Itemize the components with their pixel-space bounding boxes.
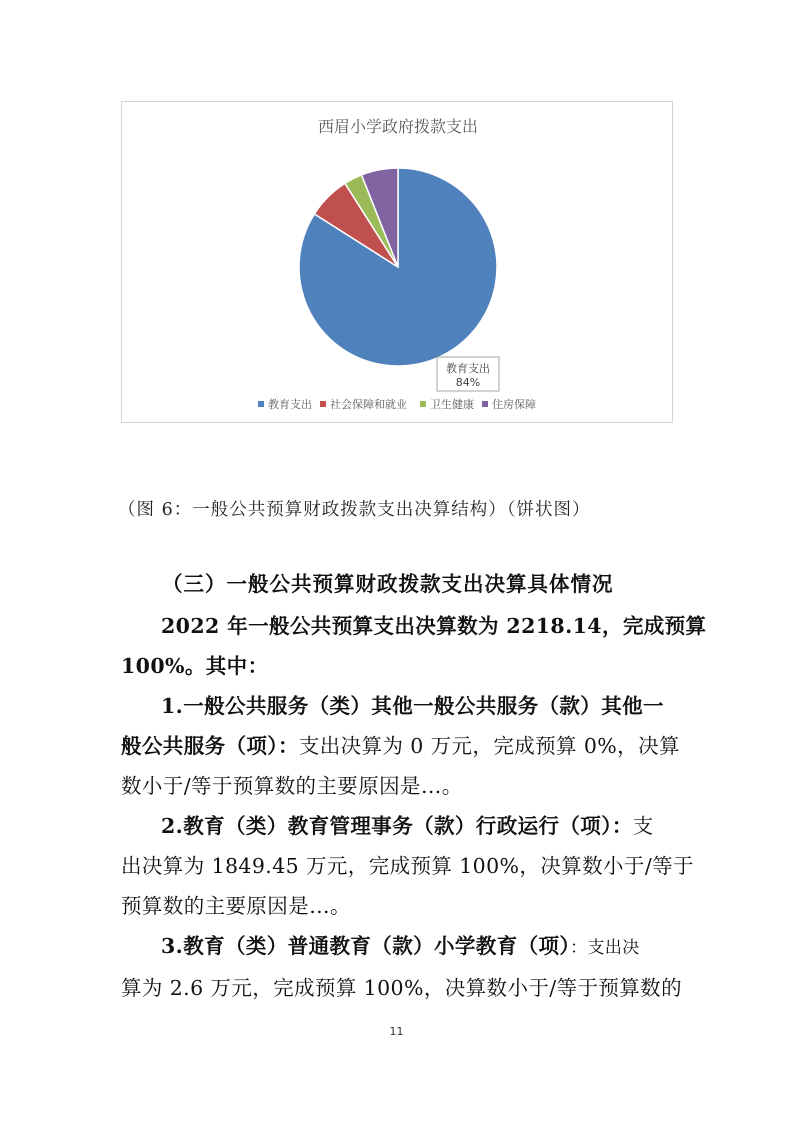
data-label-value: 84% <box>455 376 481 389</box>
legend-swatch-4 <box>482 401 488 407</box>
legend-label-4: 住房保障 <box>492 398 536 411</box>
legend-swatch-3 <box>420 401 426 407</box>
item-3-paragraph <box>121 926 682 1008</box>
pie-chart <box>121 101 673 423</box>
item-2-text-line-1: 支 <box>632 814 654 838</box>
legend-swatch-2 <box>320 401 326 407</box>
item-3-title: 3.教育（类）普通教育（款）小学教育（项） <box>161 934 571 958</box>
legend-label-1: 教育支出 <box>268 398 312 411</box>
item-3-text-line-2: 算为 2.6 万元，完成预算 100%，决算数小于/等于预算数的 <box>121 976 682 1000</box>
pie-chart-canvas <box>122 102 674 424</box>
item-1-title-line-1: 1.一般公共服务（类）其他一般公共服务（款）其他一 <box>161 694 664 718</box>
item-2-title: 2.教育（类）教育管理事务（款）行政运行（项）： <box>161 814 633 838</box>
page-number: 11 <box>389 1025 404 1038</box>
section-heading: （三）一般公共预算财政拨款支出决算具体情况 <box>162 572 614 596</box>
legend-label-3: 卫生健康 <box>430 398 474 411</box>
item-1-text-line-3: 数小于/等于预算数的主要原因是…。 <box>121 774 463 798</box>
item-1-text-line-2: 支出决算为 0 万元，完成预算 0%，决算 <box>298 734 680 758</box>
figure-caption: （图 6：一般公共预算财政拨款支出决算结构）（饼状图） <box>118 500 591 520</box>
item-2-paragraph <box>121 806 694 926</box>
item-3-text-line-1: ：支出决 <box>570 938 640 958</box>
data-label-category: 教育支出 <box>446 362 490 375</box>
chart-title: 西眉小学政府拨款支出 <box>317 117 479 136</box>
intro-paragraph <box>121 606 707 686</box>
legend-label-2: 社会保障和就业 <box>330 398 407 411</box>
intro-line-2: 100%。其中： <box>121 654 269 678</box>
intro-line-1: 2022 年一般公共预算支出决算数为 2218.14，完成预算 <box>161 614 707 638</box>
item-2-text-line-3: 预算数的主要原因是…。 <box>121 894 351 918</box>
item-1-title-line-2: 般公共服务（项）： <box>121 734 299 758</box>
item-1-paragraph <box>121 686 680 806</box>
item-2-text-line-2: 出决算为 1849.45 万元，完成预算 100%，决算数小于/等于 <box>121 854 694 878</box>
legend-swatch-1 <box>258 401 264 407</box>
